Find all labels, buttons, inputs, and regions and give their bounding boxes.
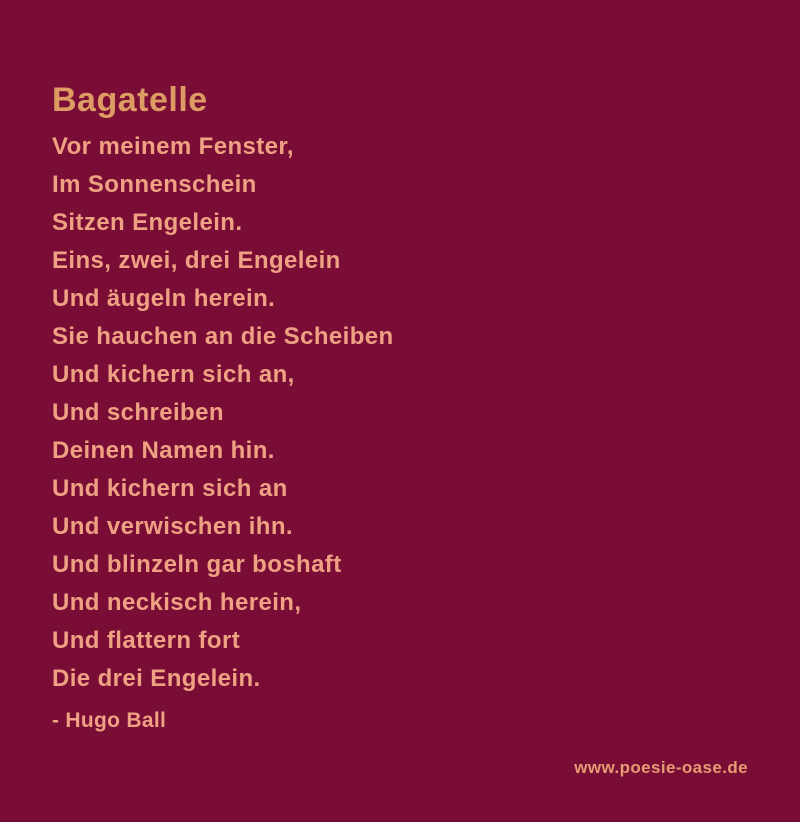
poem-line: Und kichern sich an,	[52, 361, 295, 388]
poem-title: Bagatelle	[52, 80, 208, 119]
poem-line: Deinen Namen hin.	[52, 437, 275, 464]
poem-line: Sie hauchen an die Scheiben	[52, 323, 394, 350]
poem-line: Und kichern sich an	[52, 475, 288, 502]
poem-line: Die drei Engelein.	[52, 665, 261, 692]
poem-line: Und schreiben	[52, 399, 224, 426]
poem-line: Und neckisch herein,	[52, 589, 302, 616]
website-watermark: www.poesie-oase.de	[574, 758, 748, 777]
poem-line: Und äugeln herein.	[52, 285, 276, 312]
poem-author: - Hugo Ball	[52, 709, 167, 732]
poem-line: Und flattern fort	[52, 627, 241, 654]
poem-line: Im Sonnenschein	[52, 171, 257, 198]
poem-body	[52, 128, 394, 698]
poem-line: Und blinzeln gar boshaft	[52, 551, 342, 578]
poem-line: Eins, zwei, drei Engelein	[52, 247, 341, 274]
poem-line: Vor meinem Fenster,	[52, 133, 294, 160]
poem-line: Und verwischen ihn.	[52, 513, 293, 540]
poem-line: Sitzen Engelein.	[52, 209, 243, 236]
